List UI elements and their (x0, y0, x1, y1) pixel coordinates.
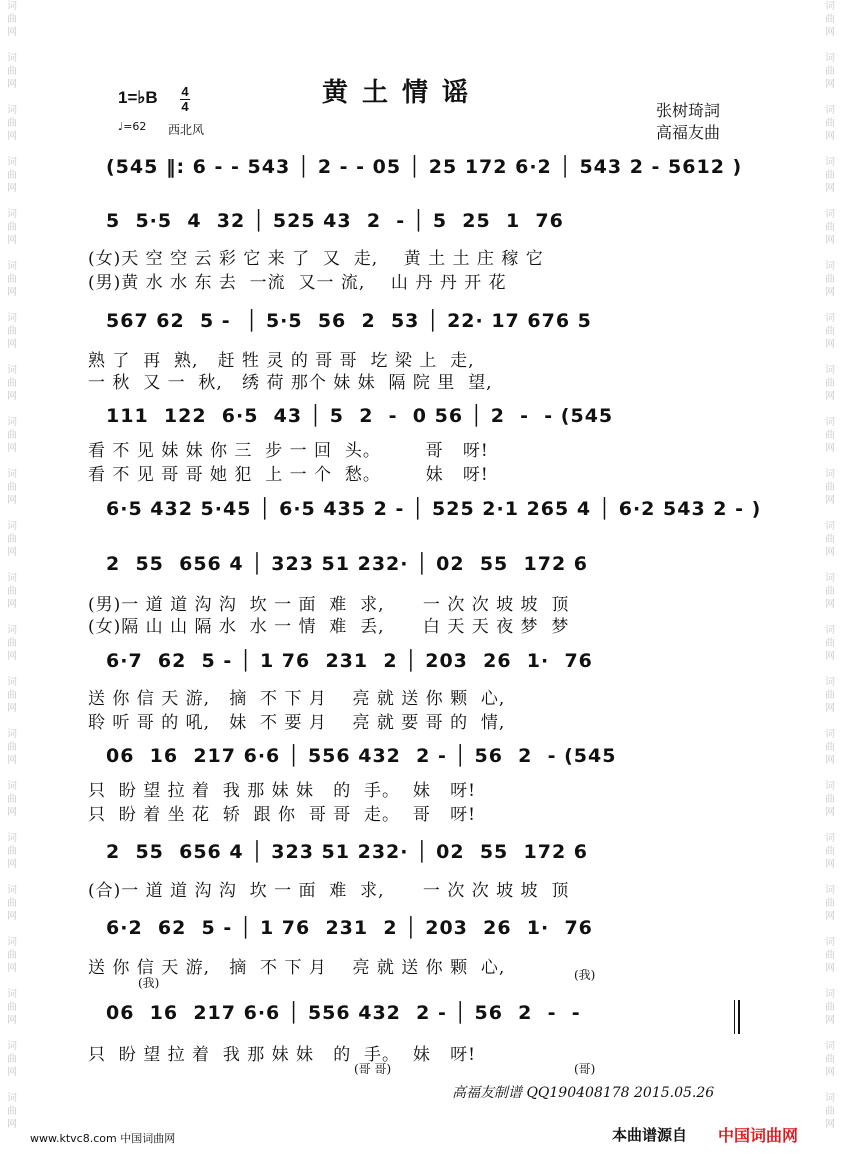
score-line-3: 567 62 5 - │ 5·5 56 2 53 │ 22· 17 676 5 (106, 310, 592, 332)
composer-credit: 高福友曲 (656, 123, 721, 142)
score-line-9: 2 55 656 4 │ 323 51 232· │ 02 55 172 6 (106, 841, 588, 863)
tempo-marking: ♩=62 (118, 120, 147, 133)
score-line-6: 2 55 656 4 │ 323 51 232· │ 02 55 172 6 (106, 553, 588, 575)
lyric-note-ge: (哥) (574, 1062, 596, 1076)
score-line-4: 111 122 6·5 43 │ 5 2 - 0 56 │ 2 - - (545 (106, 405, 614, 427)
lyric-line-6b: (女)隔 山 山 隔 水 水 一 情 难 丢, 白 天 天 夜 梦 梦 (88, 617, 570, 637)
lyric-line-3b: 一 秋 又 一 秋, 绣 荷 那个 妹 妹 隔 院 里 望, (88, 373, 493, 393)
final-barline-thin (734, 1000, 735, 1034)
lyric-line-2a: (女)天 空 空 云 彩 它 来 了 又 走, 黄 土 土 庄 稼 它 (88, 249, 544, 269)
score-line-2: 5 5·5 4 32 │ 525 43 2 - │ 5 25 1 76 (106, 210, 564, 232)
lyric-line-11: 只 盼 望 拉 着 我 那 妹 妹 的 手。 妹 呀! (88, 1045, 476, 1065)
lyric-note-wo-1: (我) (138, 976, 160, 990)
lyric-note-gege: (哥 哥) (354, 1062, 392, 1076)
source-label: 本曲谱源自 (612, 1126, 688, 1144)
style-marking: 西北风 (168, 123, 205, 137)
score-line-7: 6·7 62 5 - │ 1 76 231 2 │ 203 26 1· 76 (106, 650, 593, 672)
watermark-right: 词 曲 网 词 曲 网 词 曲 网 词 曲 网 词 曲 网 词 曲 网 词 曲 网 词 曲 网 词 曲 网 词 曲 网 词 曲 网 词 曲 网 词 曲 网 词 曲 网 词 曲 网 词 曲 网 词 曲 网 词 曲 网 词 曲 网 词 曲 网 词 曲 网 词 曲 网 (825, 1, 835, 1130)
score-line-5: 6·5 432 5·45 │ 6·5 435 2 - │ 525 2·1 265 4 │ 6·2 543 2 - ) (106, 498, 762, 520)
score-line-8: 06 16 217 6·6 │ 556 432 2 - │ 56 2 - (545 (106, 745, 617, 767)
lyric-line-7b: 聆 听 哥 的 吼, 妹 不 要 月 亮 就 要 哥 的 情, (88, 713, 506, 733)
lyric-line-6a: (男)一 道 道 沟 沟 坎 一 面 难 求, 一 次 次 坡 坡 顶 (88, 595, 570, 615)
watermark-left: 词 曲 网 词 曲 网 词 曲 网 词 曲 网 词 曲 网 词 曲 网 词 曲 网 词 曲 网 词 曲 网 词 曲 网 词 曲 网 词 曲 网 词 曲 网 词 曲 网 词 曲 网 词 曲 网 词 曲 网 词 曲 网 词 曲 网 词 曲 网 词 曲 网 词 曲 网 (7, 1, 17, 1130)
time-bottom: 4 (181, 99, 189, 114)
time-top: 4 (181, 84, 189, 99)
key-signature: 1=♭B (118, 88, 158, 107)
song-title: 黄土情谣 (322, 78, 483, 108)
score-line-1: (545 ‖: 6 - - 543 │ 2 - - 05 │ 25 172 6·2 │ 543 2 - 5612 ) (106, 156, 743, 178)
lyric-line-4a: 看 不 见 妹 妹 你 三 步 一 回 头。 哥 呀! (88, 441, 489, 461)
lyric-note-wo-2: (我) (574, 968, 596, 982)
lyric-line-8b: 只 盼 着 坐 花 轿 跟 你 哥 哥 走。 哥 呀! (88, 805, 476, 825)
lyricist-credit: 张树琦詞 (656, 101, 721, 120)
score-line-11: 06 16 217 6·6 │ 556 432 2 - │ 56 2 - - (106, 1002, 581, 1024)
site-url: www.ktvc8.com 中国词曲网 (30, 1132, 176, 1145)
transcriber-credit: 高福友制谱 QQ190408178 2015.05.26 (452, 1085, 715, 1101)
score-line-10: 6·2 62 5 - │ 1 76 231 2 │ 203 26 1· 76 (106, 917, 593, 939)
lyric-line-9: (合)一 道 道 沟 沟 坎 一 面 难 求, 一 次 次 坡 坡 顶 (88, 881, 570, 901)
final-barline (738, 1000, 740, 1034)
lyric-line-3a: 熟 了 再 熟, 赶 牲 灵 的 哥 哥 圪 梁 上 走, (88, 351, 475, 371)
lyric-line-7a: 送 你 信 天 游, 摘 不 下 月 亮 就 送 你 颗 心, (88, 689, 506, 709)
lyric-line-2b: (男)黄 水 水 东 去 一流 又一 流, 山 丹 丹 开 花 (88, 273, 507, 293)
lyric-line-8a: 只 盼 望 拉 着 我 那 妹 妹 的 手。 妹 呀! (88, 781, 476, 801)
time-signature (180, 86, 190, 113)
lyric-line-4b: 看 不 见 哥 哥 她 犯 上 一 个 愁。 妹 呀! (88, 465, 489, 485)
lyric-line-10: 送 你 信 天 游, 摘 不 下 月 亮 就 送 你 颗 心, (88, 958, 506, 978)
brand-logo-text: 中国词曲网 (718, 1126, 799, 1145)
